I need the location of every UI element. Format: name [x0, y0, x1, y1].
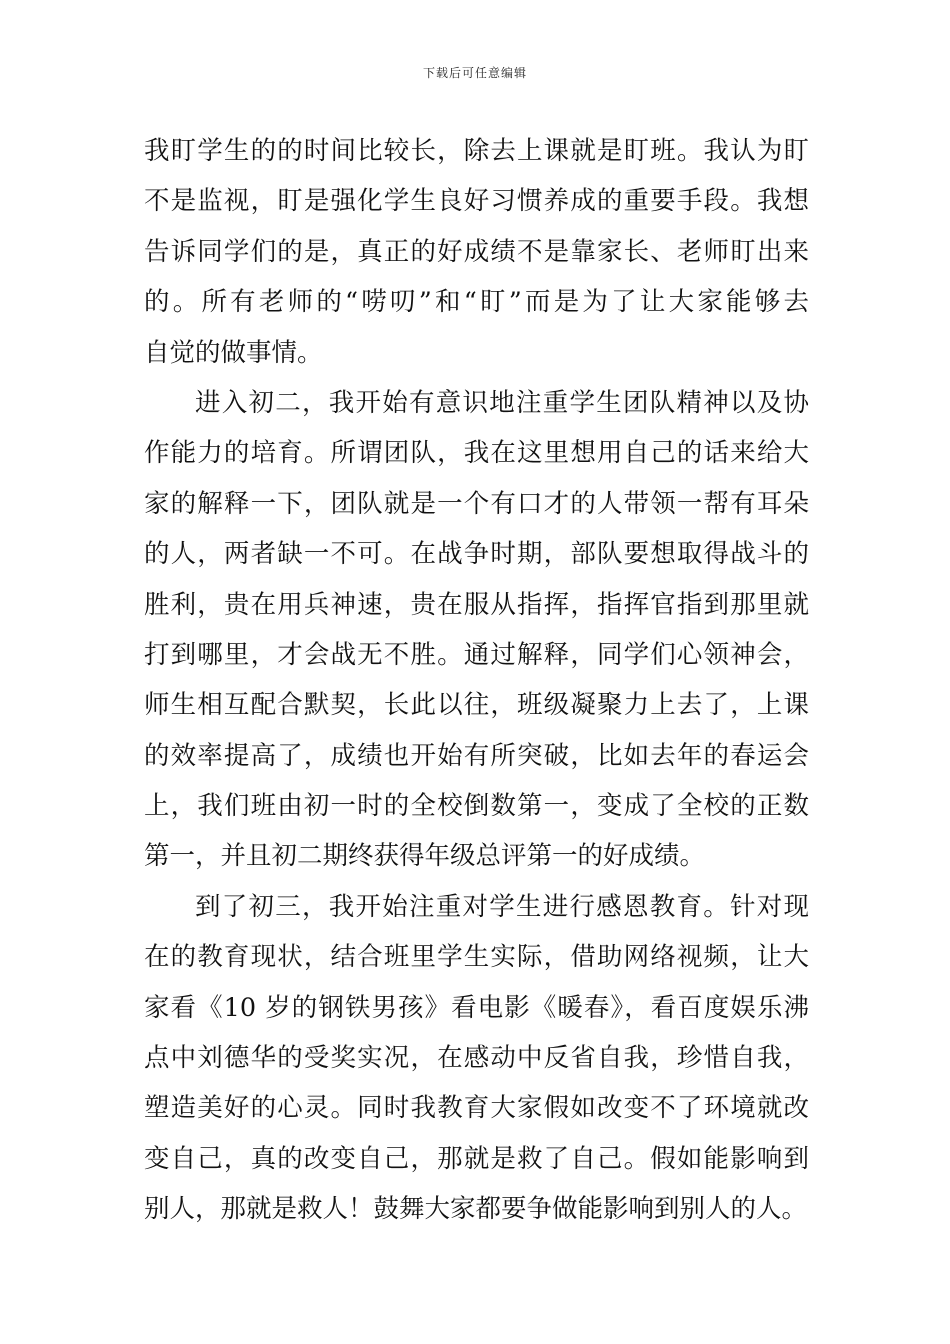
text-line: 师生相互配合默契，长此以往，班级凝聚力上去了，上课 — [144, 690, 809, 721]
text-line: 家看《10 岁的钢铁男孩》看电影《暖春》，看百度娱乐沸 — [144, 992, 809, 1023]
text-line: 第一，并且初二期终获得年级总评第一的好成绩。 — [144, 841, 706, 872]
text-line: 进入初二，我开始有意识地注重学生团队精神以及协 — [195, 387, 809, 418]
text-line: 在的教育现状，结合班里学生实际，借助网络视频，让大 — [144, 942, 809, 973]
text-line: 的人，两者缺一不可。在战争时期，部队要想取得战斗的 — [144, 539, 809, 570]
text-line: 自觉的做事情。 — [144, 337, 323, 368]
paragraph-1 — [144, 126, 809, 378]
text-line: 的。所有老师的“唠叨”和“盯”而是为了让大家能够去 — [144, 287, 809, 318]
document-body — [144, 126, 809, 1235]
text-line: 变自己，真的改变自己，那就是救了自己。假如能影响到 — [144, 1143, 809, 1174]
text-line: 作能力的培育。所谓团队，我在这里想用自己的话来给大 — [144, 438, 809, 469]
text-line: 告诉同学们的是，真正的好成绩不是靠家长、老师盯出来 — [144, 236, 809, 267]
text-line: 塑造美好的心灵。同时我教育大家假如改变不了环境就改 — [144, 1093, 809, 1124]
text-line: 胜利，贵在用兵神速，贵在服从指挥，指挥官指到那里就 — [144, 589, 809, 620]
text-line: 家的解释一下，团队就是一个有口才的人带领一帮有耳朵 — [144, 488, 809, 519]
text-line: 点中刘德华的受奖实况，在感动中反省自我，珍惜自我， — [144, 1043, 809, 1074]
text-line: 的效率提高了，成绩也开始有所突破，比如去年的春运会 — [144, 740, 809, 771]
text-line: 我盯学生的的时间比较长，除去上课就是盯班。我认为盯 — [144, 136, 809, 166]
text-line: 不是监视，盯是强化学生良好习惯养成的重要手段。我想 — [144, 186, 809, 217]
paragraph-2 — [144, 378, 809, 882]
text-line: 上，我们班由初一时的全校倒数第一，变成了全校的正数 — [144, 791, 809, 822]
text-line: 别人，那就是救人！鼓舞大家都要争做能影响到别人的人。 — [144, 1194, 808, 1225]
paragraph-3 — [144, 882, 809, 1235]
text-line: 到了初三，我开始注重对学生进行感恩教育。针对现 — [195, 891, 809, 922]
page-header: 下载后可任意编辑 — [422, 66, 527, 80]
text-line: 打到哪里，才会战无不胜。通过解释，同学们心领神会， — [144, 639, 809, 670]
